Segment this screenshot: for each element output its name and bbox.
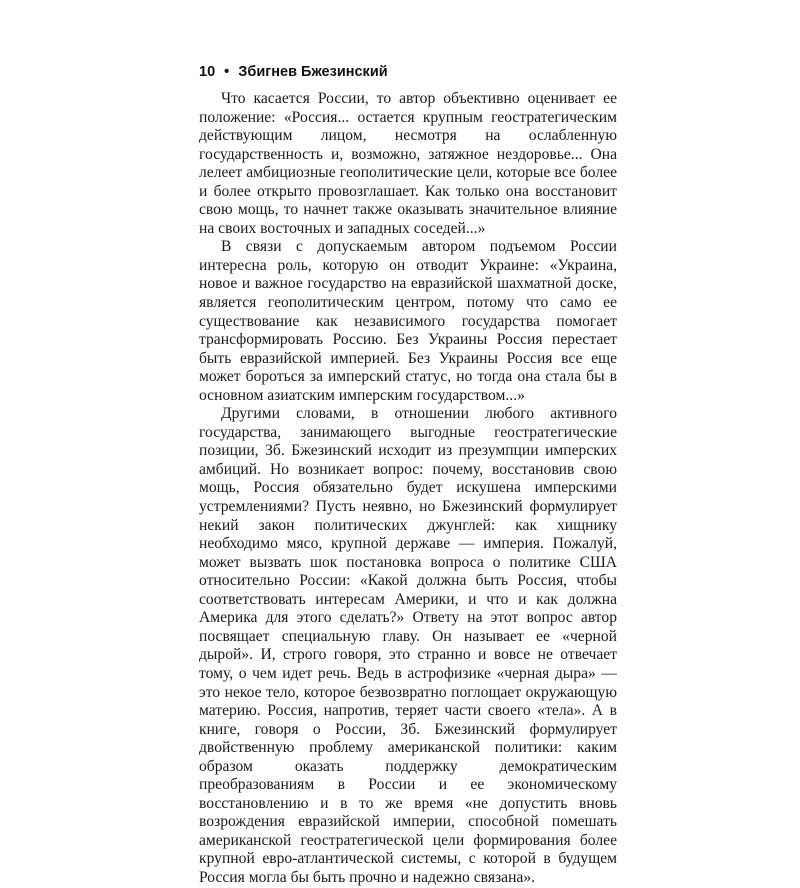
header-separator: • [224, 64, 230, 80]
body-text [199, 90, 617, 888]
paragraph: Другими словами, в отношении любого активного государства, занимающего выгодные геостратегические позиции, Зб. Бжезинский исходит из презумпции имперских амбиций. Но возникает вопрос: почему, восстановив свою мощь, Россия обязательно будет искушена имперскими устремлениями? Пусть неявно, но Бжезинский формулирует некий закон политических джунглей: как хищнику необходимо мясо, крупной державе — империя. Пожалуй, может вызвать шок постановка вопроса о политике США относительно России: «Какой должна быть Россия, чтобы соответствовать интересам Америки, и что и как должна Америка для этого сделать?» Ответу на этот вопрос автор посвящает специальную главу. Он называет ее «черной дырой». И, строго говоря, это странно и вовсе не отвечает тому, о чем идет речь. Ведь в астрофизике «черная дыра» — это некое тело, которое безвозвратно поглощает окружающую материю. Россия, напротив, теряет части своего «тела». А в книге, говоря о России, Зб. Бжезинский формулирует двойственную проблему американской политики: каким образом оказать поддержку демократическим преобразованиям в России и ее экономическому восстановлению и в то же время «не допустить вновь возрождения евразийской империи, способной помешать американской геостратегической цели формирования более крупной евро-атлантической системы, с которой в будущем Россия могла бы быть прочно и надежно связана». [199, 405, 617, 886]
page-number: 10 [199, 64, 216, 80]
header-author: Збигнев Бжезинский [238, 64, 388, 80]
paragraph: Что касается России, то автор объективно оценивает ее положение: «Россия... остается крупным геостратегическим действующим лицом, несмотря на ослабленную государственность и, возможно, затяжное нездоровье... Она лелеет амбициозные геополитические цели, которые все более и более открыто провозглашает. Как только она восстановит свою мощь, то начнет также оказывать значительное влияние на своих восточных и западных соседей...» [199, 90, 617, 237]
paragraph: В связи с допускаемым автором подъемом России интересна роль, которую он отводит Украине: «Украина, новое и важное государство на евразийской шахматной доске, является геополитическим центром, потому что само ее существование как независимого государства помогает трансформировать Россию. Без Украины Россия перестает быть евразийской империей. Без Украины Россия все еще может бороться за имперский статус, но тогда она стала бы в основном азиатским имперским государством...» [199, 238, 617, 404]
running-head [199, 64, 388, 80]
